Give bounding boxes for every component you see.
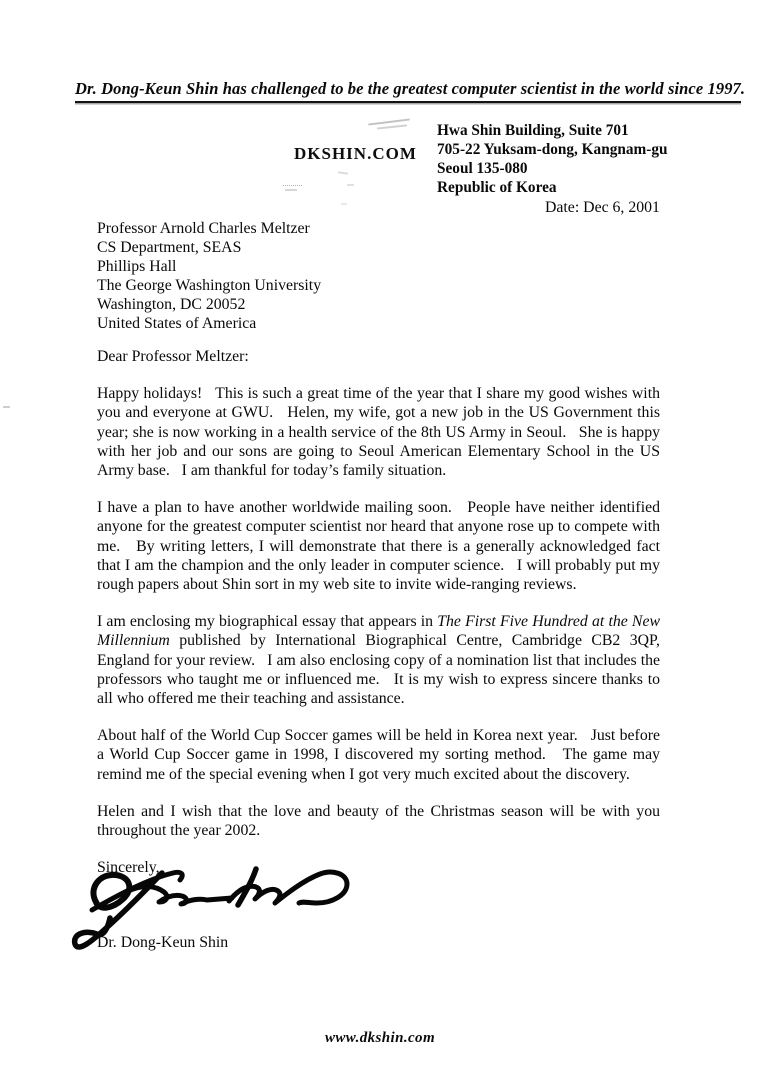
sender-address-line: Republic of Korea: [437, 179, 557, 196]
enclosure-text-after: published by International Biographical Centre, Cambridge CB2 3QP, England for your review. I am also enclosing copy of a nomination list that includes the professors who taught me or influenced me. It is my wish to express sincere thanks to all who offered me their teaching and assistance.: [97, 632, 664, 708]
recipient-line: Phillips Hall: [97, 258, 177, 275]
scan-smudge: [285, 189, 297, 191]
date-line: Date: Dec 6, 2001: [545, 199, 660, 216]
book-title-italic: The First Five Hundred at the New Millennium: [97, 613, 664, 650]
sender-address-line: Seoul 135-080: [437, 160, 528, 177]
signature-printed-name: Dr. Dong-Keun Shin: [97, 934, 229, 952]
sender-address-line: 705-22 Yuksam-dong, Kangnam-gu: [437, 141, 668, 158]
paragraph-world-cup: About half of the World Cup Soccer games will be held in Korea next year. Just before a World Cup Soccer game in 1998, I discovered my sorting method. The game may remind me of the special evening when I got very much excited about the discovery.: [97, 727, 664, 783]
recipient-line: The George Washington University: [97, 277, 322, 294]
enclosure-text-before: I am enclosing my biographical essay that appears in: [97, 613, 438, 631]
scan-smudge: [283, 185, 302, 188]
letter-body: [97, 347, 664, 953]
paragraph-mailing-plan: I have a plan to have another worldwide mailing soon. People have neither identified anyone for the greatest computer scientist nor heard that anyone rose up to compete with me. By writing letters, I will demonstrate that there is a generally acknowledged fact that I am the champion and the only leader in computer science. I will probably put my rough papers about Shin sort in my web site to invite wide-ranging reviews.: [97, 499, 664, 594]
closing-sincerely: Sincerely,: [97, 859, 160, 877]
recipient-line: United States of America: [97, 315, 257, 332]
header-motto: Dr. Dong-Keun Shin has challenged to be the greatest computer scientist in the world since 1997.: [75, 80, 741, 103]
recipient-line: CS Department, SEAS: [97, 239, 242, 256]
scan-speck: [3, 406, 10, 408]
sender-address-line: Hwa Shin Building, Suite 701: [437, 122, 629, 139]
salutation: Dear Professor Meltzer:: [97, 348, 249, 365]
footer-website-url: www.dkshin.com: [324, 1030, 436, 1046]
sender-address-block: [437, 121, 668, 197]
recipient-address-block: [97, 219, 321, 333]
recipient-line: Washington, DC 20052: [97, 296, 246, 313]
paragraph-holiday-greeting: Happy holidays! This is such a great time of the year that I share my good wishes with you and everyone at GWU. Helen, my wife, got a new job in the US Government this year; she is now working in a health service of the 8th US Army in Seoul. She is happy with her job and our sons are going to Seoul American Elementary School in the US Army base. I am thankful for today’s family situation.: [97, 385, 664, 480]
letterhead-logo: DKSHIN.COM: [294, 144, 417, 163]
scan-smudge: [377, 124, 407, 129]
scan-smudge: [368, 118, 410, 125]
scan-speck: [338, 171, 348, 174]
scan-speck: [347, 184, 354, 186]
recipient-line: Professor Arnold Charles Meltzer: [97, 220, 310, 237]
paragraph-christmas-wish: Helen and I wish that the love and beauty of the Christmas season will be with you throughout the year 2002.: [97, 802, 664, 840]
paragraph-enclosures: [97, 612, 664, 708]
scan-speck: [341, 203, 347, 205]
